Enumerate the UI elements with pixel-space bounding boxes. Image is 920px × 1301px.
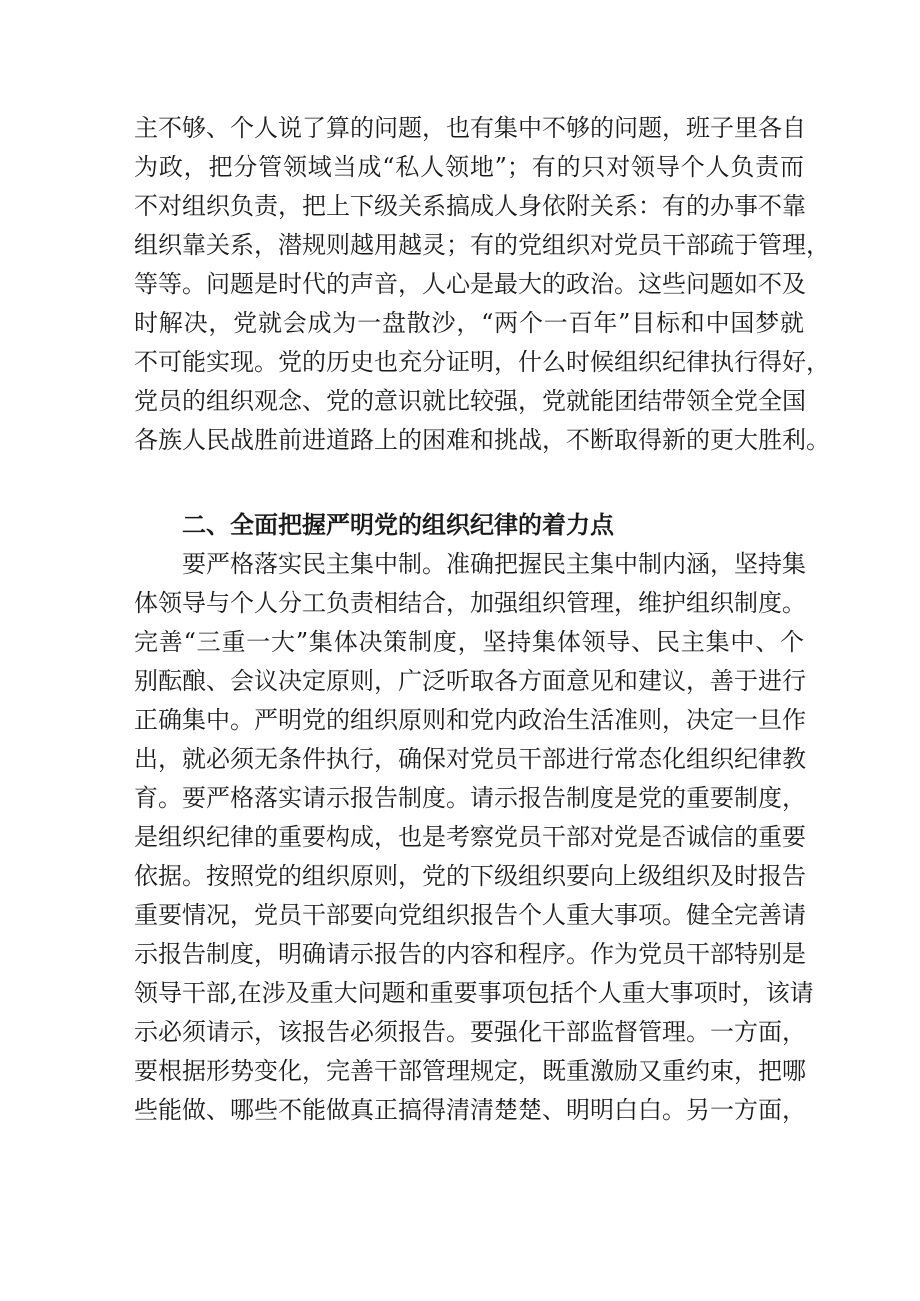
- text-line: 党员的组织观念、党的意识就比较强，党就能团结带领全党全国: [134, 387, 806, 415]
- text-line: 依据。按照党的组织原则，党的下级组织要向上级组织及时报告: [134, 862, 806, 890]
- text-line: 不可能实现。党的历史也充分证明，什么时候组织纪律执行得好，: [134, 348, 830, 376]
- section-heading: 二、全面把握严明党的组织纪律的着力点: [182, 511, 614, 539]
- text-line: 示必须请示，该报告必须报告。要强化干部监督管理。一方面，: [134, 1018, 806, 1046]
- text-line: 完善“三重一大”集体决策制度，坚持集体领导、民主集中、个: [134, 628, 804, 656]
- body-paragraph-1: [134, 109, 830, 460]
- text-line: 要严格落实民主集中制。准确把握民主集中制内涵，坚持集: [182, 550, 806, 578]
- text-line: 体领导与个人分工负责相结合，加强组织管理，维护组织制度。: [134, 589, 806, 617]
- text-line: 等等。问题是时代的声音，人心是最大的政治。这些问题如不及: [134, 270, 806, 298]
- text-line: 出，就必须无条件执行，确保对党员干部进行常态化组织纪律教: [134, 745, 806, 773]
- section-2: [134, 506, 814, 1130]
- text-line: 领导干部,在涉及重大问题和重要事项包括个人重大事项时，该请: [134, 979, 814, 1007]
- text-line: 些能做、哪些不能做真正搞得清清楚楚、明明白白。另一方面，: [134, 1096, 806, 1124]
- text-line: 育。要严格落实请示报告制度。请示报告制度是党的重要制度，: [134, 784, 806, 812]
- text-line: 主不够、个人说了算的问题，也有集中不够的问题，班子里各自: [134, 114, 806, 142]
- text-line: 别酝酿、会议决定原则，广泛听取各方面意见和建议，善于进行: [134, 667, 806, 695]
- text-line: 是组织纪律的重要构成，也是考察党员干部对党是否诚信的重要: [134, 823, 806, 851]
- text-line: 重要情况，党员干部要向党组织报告个人重大事项。健全完善请: [134, 901, 806, 929]
- text-line: 示报告制度，明确请示报告的内容和程序。作为党员干部特别是: [134, 940, 806, 968]
- text-line: 为政，把分管领域当成“私人领地”；有的只对领导个人负责而: [134, 153, 804, 181]
- text-line: 不对组织负责，把上下级关系搞成人身依附关系：有的办事不靠: [134, 192, 806, 220]
- text-line: 时解决，党就会成为一盘散沙，“两个一百年”目标和中国梦就: [134, 309, 804, 337]
- text-line: 各族人民战胜前进道路上的困难和挑战，不断取得新的更大胜利。: [134, 426, 830, 454]
- text-line: 要根据形势变化，完善干部管理规定，既重激励又重约束，把哪: [134, 1057, 806, 1085]
- text-line: 正确集中。严明党的组织原则和党内政治生活准则，决定一旦作: [134, 706, 806, 734]
- text-line: 组织靠关系，潜规则越用越灵；有的党组织对党员干部疏于管理，: [134, 231, 830, 259]
